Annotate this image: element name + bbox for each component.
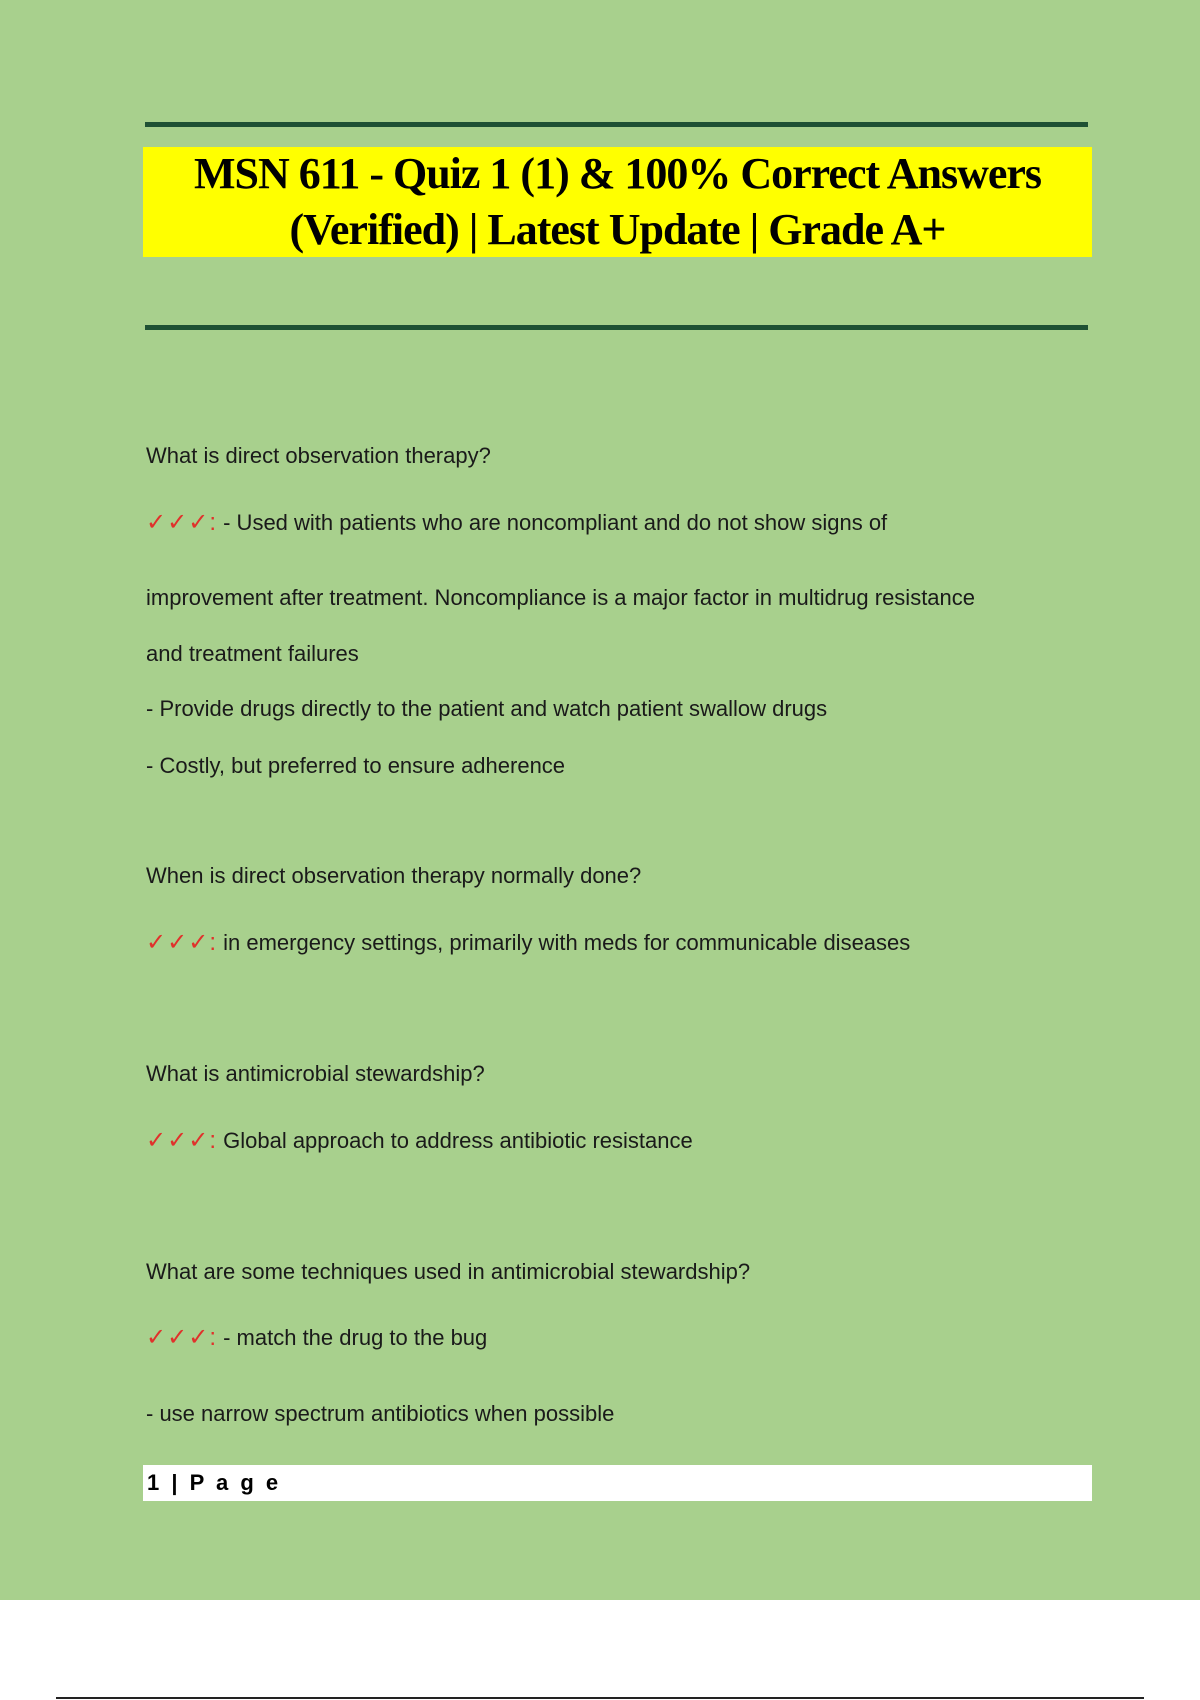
check-marks-icon: ✓✓✓ xyxy=(146,929,210,956)
question-3: What is antimicrobial stewardship? xyxy=(146,1061,485,1086)
question-1: What is direct observation therapy? xyxy=(146,443,491,468)
answer-4-line-1 xyxy=(146,1324,487,1352)
answer-1-line-2: improvement after treatment. Noncompliance is a major factor in multidrug resistance xyxy=(146,585,976,610)
answer-3-line-1 xyxy=(146,1127,693,1155)
answer-1-line-1 xyxy=(146,509,887,537)
title-line-1: MSN 611 - Quiz 1 (1) & 100% Correct Answers xyxy=(193,149,1042,198)
check-separator: : xyxy=(209,929,217,956)
answer-1-line-3: and treatment failures xyxy=(146,641,359,666)
answer-1-text-1: - Used with patients who are noncompliant and do not show signs of xyxy=(217,510,888,535)
answer-1-line-4: - Provide drugs directly to the patient and watch patient swallow drugs xyxy=(146,696,828,721)
check-separator: : xyxy=(209,509,217,536)
check-marks-icon: ✓✓✓ xyxy=(146,509,210,536)
title-highlight xyxy=(143,147,1092,257)
check-separator: : xyxy=(209,1324,217,1351)
next-page-rule xyxy=(56,1697,1144,1699)
answer-1-line-5: - Costly, but preferred to ensure adherence xyxy=(146,753,566,778)
page-footer xyxy=(143,1465,1092,1501)
answer-4-text-1: - match the drug to the bug xyxy=(217,1325,488,1350)
question-2: When is direct observation therapy normally done? xyxy=(146,863,642,888)
document-title xyxy=(194,146,1041,258)
header-rule-top xyxy=(145,122,1088,127)
header-rule-bottom xyxy=(145,325,1088,330)
answer-3-text-1: Global approach to address antibiotic resistance xyxy=(217,1128,693,1153)
page-number: 1 | P a g e xyxy=(147,1470,282,1495)
answer-4-line-2: - use narrow spectrum antibiotics when possible xyxy=(146,1401,615,1426)
question-4: What are some techniques used in antimicrobial stewardship? xyxy=(146,1259,751,1284)
answer-2-text-1: in emergency settings, primarily with meds for communicable diseases xyxy=(217,930,911,955)
check-marks-icon: ✓✓✓ xyxy=(146,1324,210,1351)
check-marks-icon: ✓✓✓ xyxy=(146,1127,210,1154)
check-separator: : xyxy=(209,1127,217,1154)
title-line-2: (Verified) | Latest Update | Grade A+ xyxy=(289,205,946,254)
answer-2-line-1 xyxy=(146,929,910,957)
